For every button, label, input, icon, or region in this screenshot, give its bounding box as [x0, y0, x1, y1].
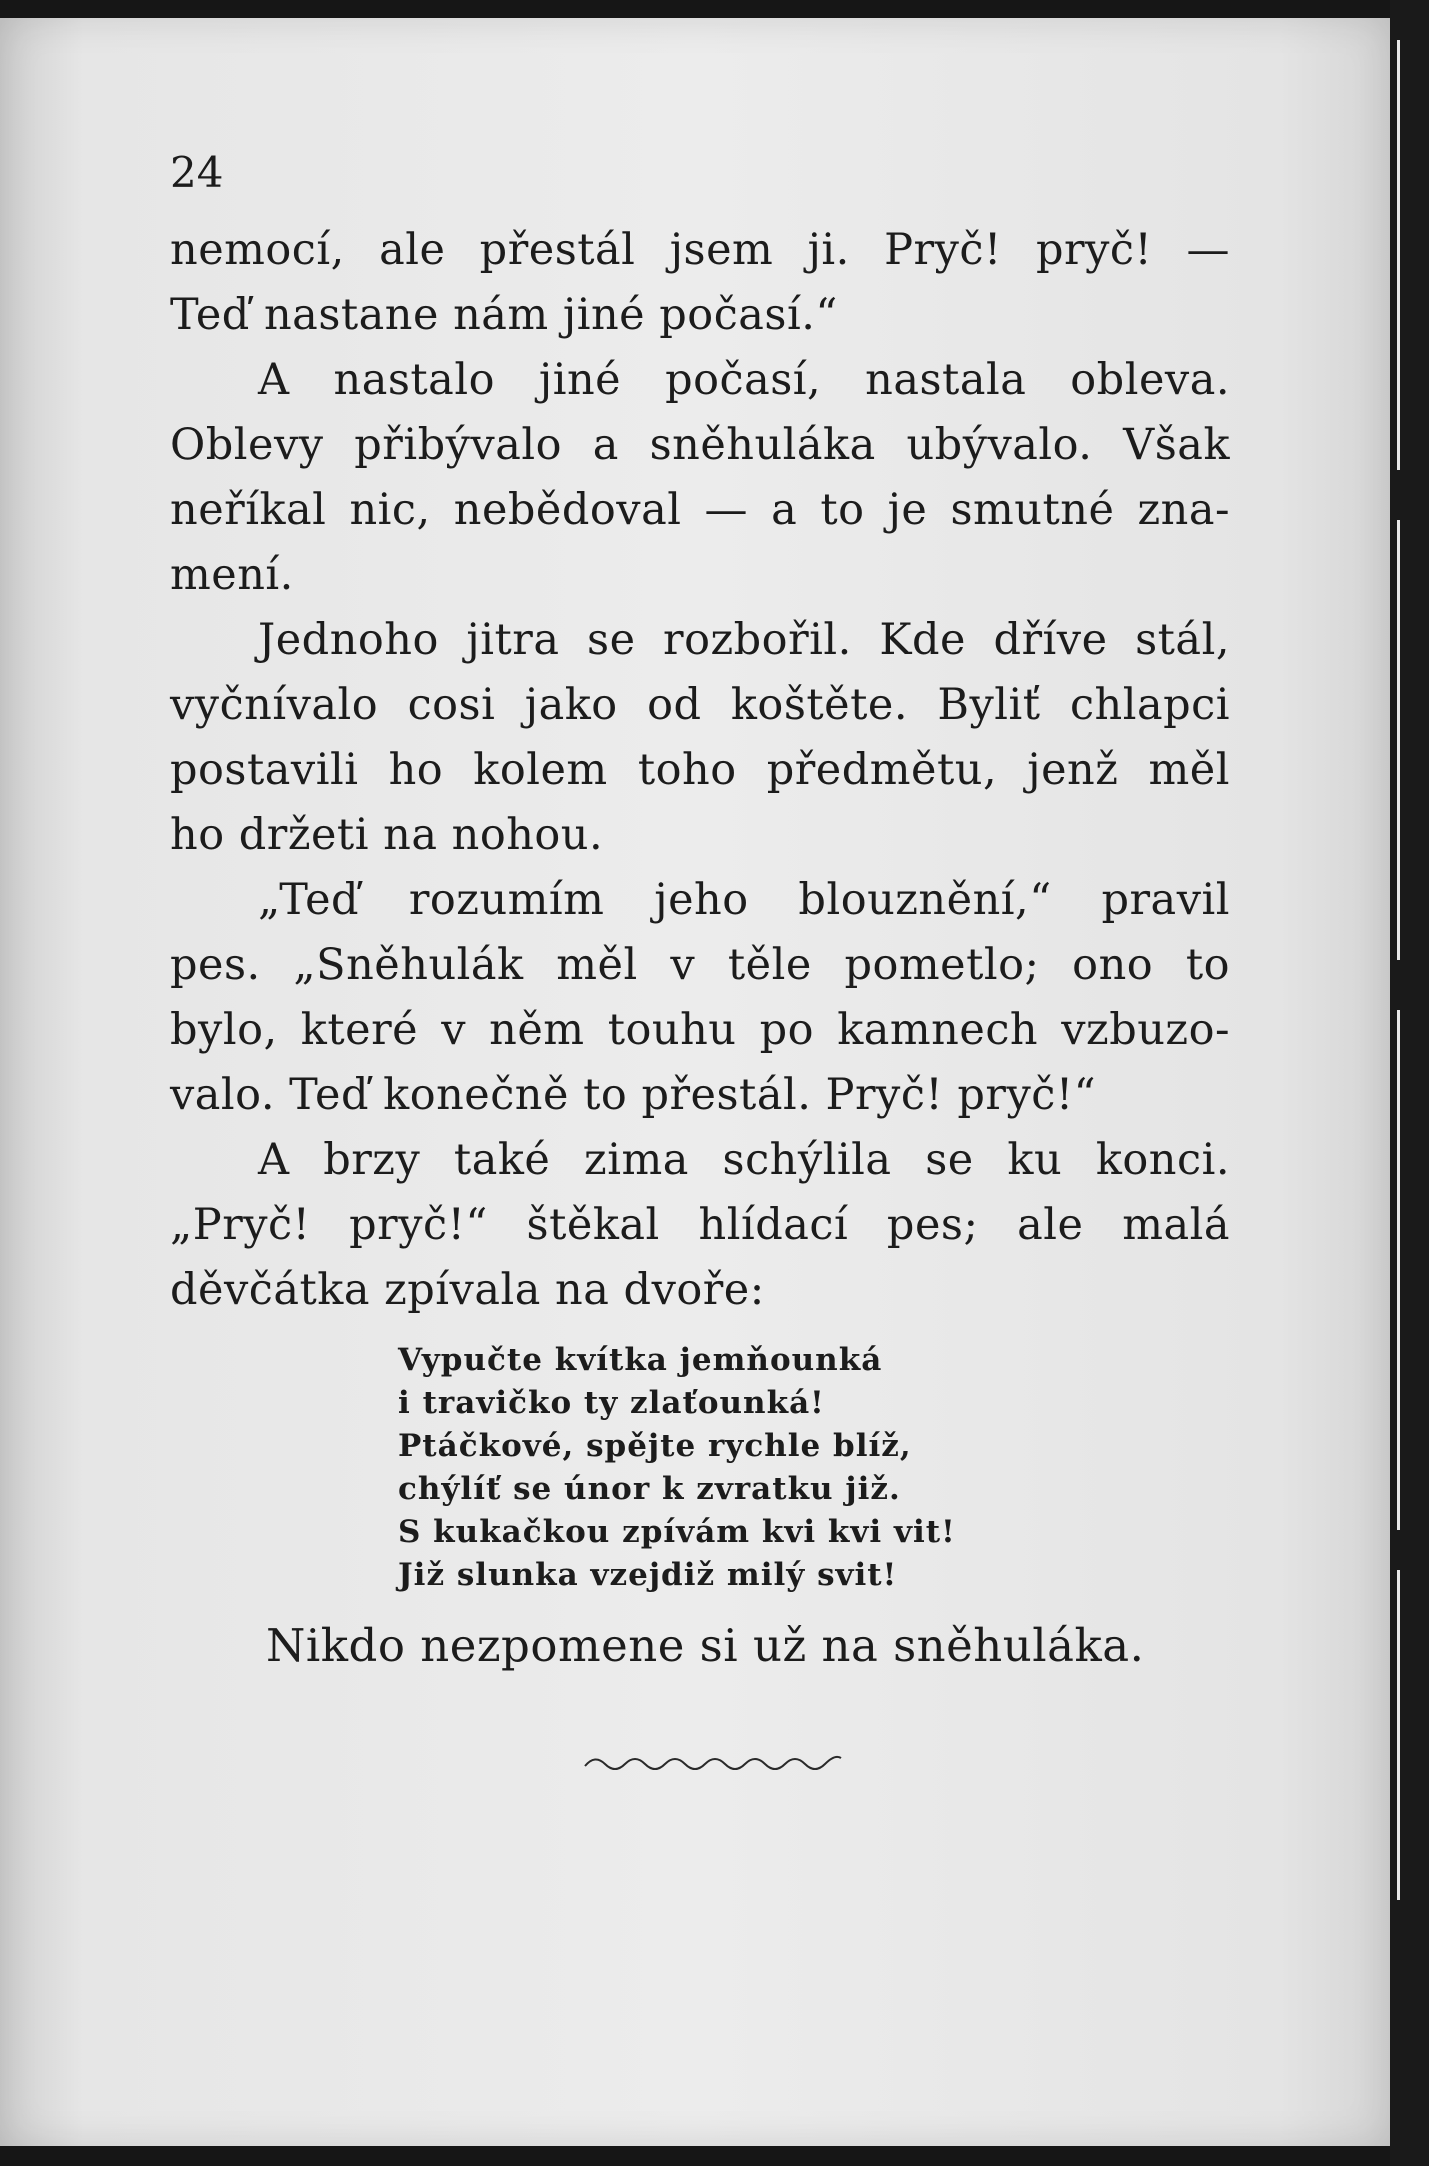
text-line: postavili ho kolem toho předmětu, jenž měl — [170, 745, 1230, 795]
binding-edge — [1390, 0, 1429, 2166]
text-line: nemocí, ale přestál jsem ji. Pryč! pryč! — — [170, 225, 1230, 275]
text-line: Teď nastane nám jiné počasí.“ — [170, 290, 838, 340]
text-line: A nastalo jiné počasí, nastala obleva. — [258, 355, 1230, 405]
edge-rule — [1397, 1010, 1400, 1530]
text-line: bylo, které v něm touhu po kamnech vzbuzo- — [170, 1005, 1230, 1055]
page-number: 24 — [170, 148, 224, 197]
body-text — [170, 218, 1230, 1681]
text-line: Jednoho jitra se rozbořil. Kde dříve stál, — [258, 615, 1230, 665]
edge-rule — [1397, 40, 1400, 470]
text-line: Oblevy přibývalo a sněhuláka ubývalo. Však — [170, 420, 1230, 470]
text-line: děvčátka zpívala na dvoře: — [170, 1265, 765, 1315]
text-line: vyčnívalo cosi jako od koštěte. Byliť chlapci — [170, 680, 1230, 730]
text-line: A brzy také zima schýlila se ku konci. — [258, 1135, 1230, 1185]
closing-line: Nikdo nezpomene si už na sněhuláka. — [266, 1619, 1145, 1672]
text-line: „Pryč! pryč!“ štěkal hlídací pes; ale malá — [170, 1200, 1230, 1250]
poem-line: i travičko ty zlaťounká! — [398, 1385, 825, 1421]
book-page — [0, 18, 1390, 2146]
text-line: mení. — [170, 550, 294, 600]
text-line: valo. Teď konečně to přestál. Pryč! pryč!“ — [170, 1070, 1097, 1120]
text-line: pes. „Sněhulák měl v těle pometlo; ono to — [170, 940, 1230, 990]
poem-verse — [170, 1339, 1230, 1597]
poem-line: chýlíť se únor k zvratku již. — [398, 1471, 901, 1507]
text-line: ho držeti na nohou. — [170, 810, 604, 860]
poem-line: Ptáčkové, spějte rychle blíž, — [398, 1428, 912, 1464]
text-line: neříkal nic, nebědoval — a to je smutné zna- — [170, 485, 1230, 535]
text-line: „Teď rozumím jeho blouznění,“ pravil — [258, 875, 1230, 925]
end-ornament-icon — [583, 1746, 843, 1776]
poem-line: S kukačkou zpívám kvi kvi vit! — [398, 1514, 956, 1550]
edge-rule — [1397, 1570, 1400, 1900]
edge-rule — [1397, 520, 1400, 960]
poem-line: Již slunka vzejdiž milý svit! — [398, 1557, 898, 1593]
poem-line: Vypučte kvítka jemňounká — [398, 1342, 883, 1378]
